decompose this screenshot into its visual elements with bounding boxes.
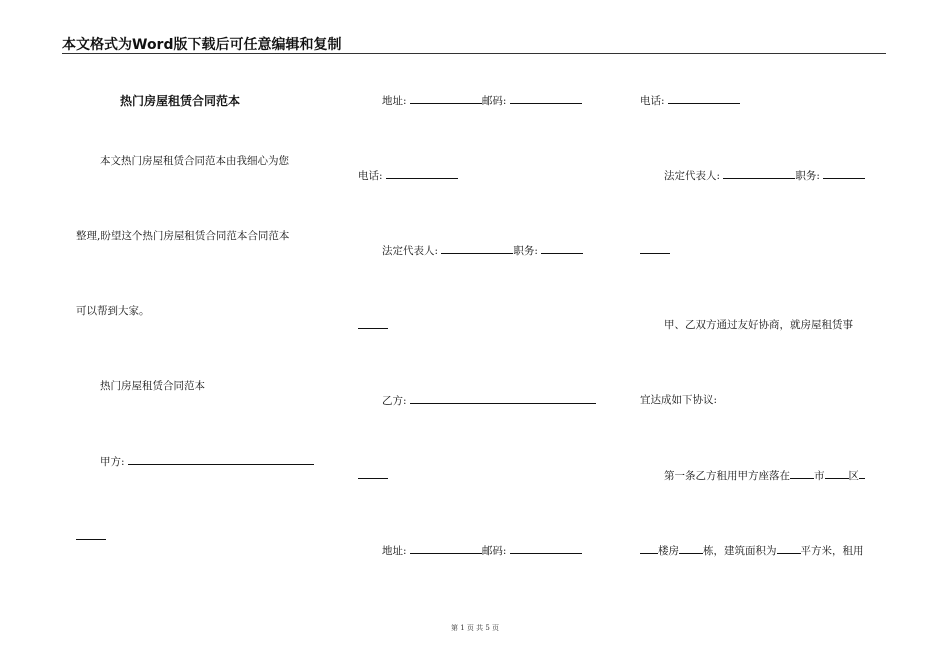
position-blank	[541, 243, 583, 254]
building-label: 楼房	[658, 545, 679, 557]
party-b-line	[382, 393, 596, 408]
area-unit-label: 平方米，租用	[800, 545, 864, 557]
party-b-label: 乙方:	[382, 395, 407, 407]
intro-line-1: 本文热门房屋租赁合同范本由我细心为您	[100, 155, 289, 167]
article-1-text: 第一条乙方租用甲方座落在	[664, 470, 790, 482]
district-label: 区	[848, 470, 859, 482]
page-number: 第 1 页 共 5 页	[450, 624, 500, 632]
party-a-blank	[128, 454, 314, 465]
unit-area-label: 栋，建筑面积为	[703, 545, 777, 557]
postcode-label: 邮码:	[481, 545, 507, 557]
legal-rep-label: 法定代表人:	[382, 245, 439, 257]
area-blank	[777, 543, 801, 554]
postcode-blank	[510, 93, 582, 104]
column-1	[76, 0, 331, 672]
party-b-continuation	[358, 468, 388, 483]
legal-rep-continuation	[640, 243, 670, 258]
party-b-phone-line	[640, 93, 740, 108]
address-label: 地址:	[382, 545, 407, 557]
intro-line-2: 整理,盼望这个热门房屋租赁合同范本合同范本	[76, 230, 290, 242]
position-blank	[823, 168, 865, 179]
agreement-para-line-2: 宜达成如下协议:	[640, 394, 718, 406]
party-b-blank	[410, 393, 596, 404]
legal-rep-blank	[723, 168, 795, 179]
address-blank	[410, 543, 482, 554]
city-blank	[790, 468, 814, 479]
address-label: 地址:	[382, 95, 407, 107]
column-2	[358, 0, 613, 672]
legal-rep-label: 法定代表人:	[664, 170, 721, 182]
article-1-line-2	[640, 543, 864, 558]
contract-subtitle: 热门房屋租赁合同范本	[100, 380, 205, 392]
district-blank	[825, 468, 849, 479]
article-1-line-1	[664, 468, 865, 483]
intro-line-3: 可以帮到大家。	[76, 305, 150, 317]
continuation-blank	[358, 468, 388, 479]
address-blank	[410, 93, 482, 104]
continuation-blank	[76, 529, 106, 540]
party-a-phone-line	[358, 168, 458, 183]
phone-blank	[386, 168, 458, 179]
phone-label: 电话:	[640, 95, 665, 107]
city-label: 市	[814, 470, 825, 482]
trailing-blank	[859, 468, 865, 479]
party-a-line	[100, 454, 314, 469]
agreement-para-line-1: 甲、乙双方通过友好协商，就房屋租赁事	[664, 319, 853, 331]
postcode-blank	[510, 543, 582, 554]
document-title: 热门房屋租赁合同范本	[120, 94, 241, 108]
position-label: 职务:	[513, 245, 538, 257]
phone-label: 电话:	[358, 170, 383, 182]
postcode-label: 邮码:	[481, 95, 507, 107]
position-label: 职务:	[795, 170, 820, 182]
legal-rep-continuation	[358, 318, 388, 333]
page-footer	[0, 623, 950, 633]
party-a-address-line	[382, 93, 582, 108]
continuation-blank	[640, 243, 670, 254]
party-a-continuation	[76, 529, 106, 544]
column-3	[640, 0, 895, 672]
legal-rep-blank	[441, 243, 513, 254]
party-b-legal-rep-line	[664, 168, 865, 183]
party-b-address-line	[382, 543, 582, 558]
continuation-blank	[358, 318, 388, 329]
phone-blank	[668, 93, 740, 104]
building-number-blank	[679, 543, 703, 554]
street-blank	[640, 543, 658, 554]
party-a-legal-rep-line	[382, 243, 583, 258]
header-text: 本文格式为Word版下载后可任意编辑和复制	[62, 37, 342, 53]
party-a-label: 甲方:	[100, 456, 125, 468]
